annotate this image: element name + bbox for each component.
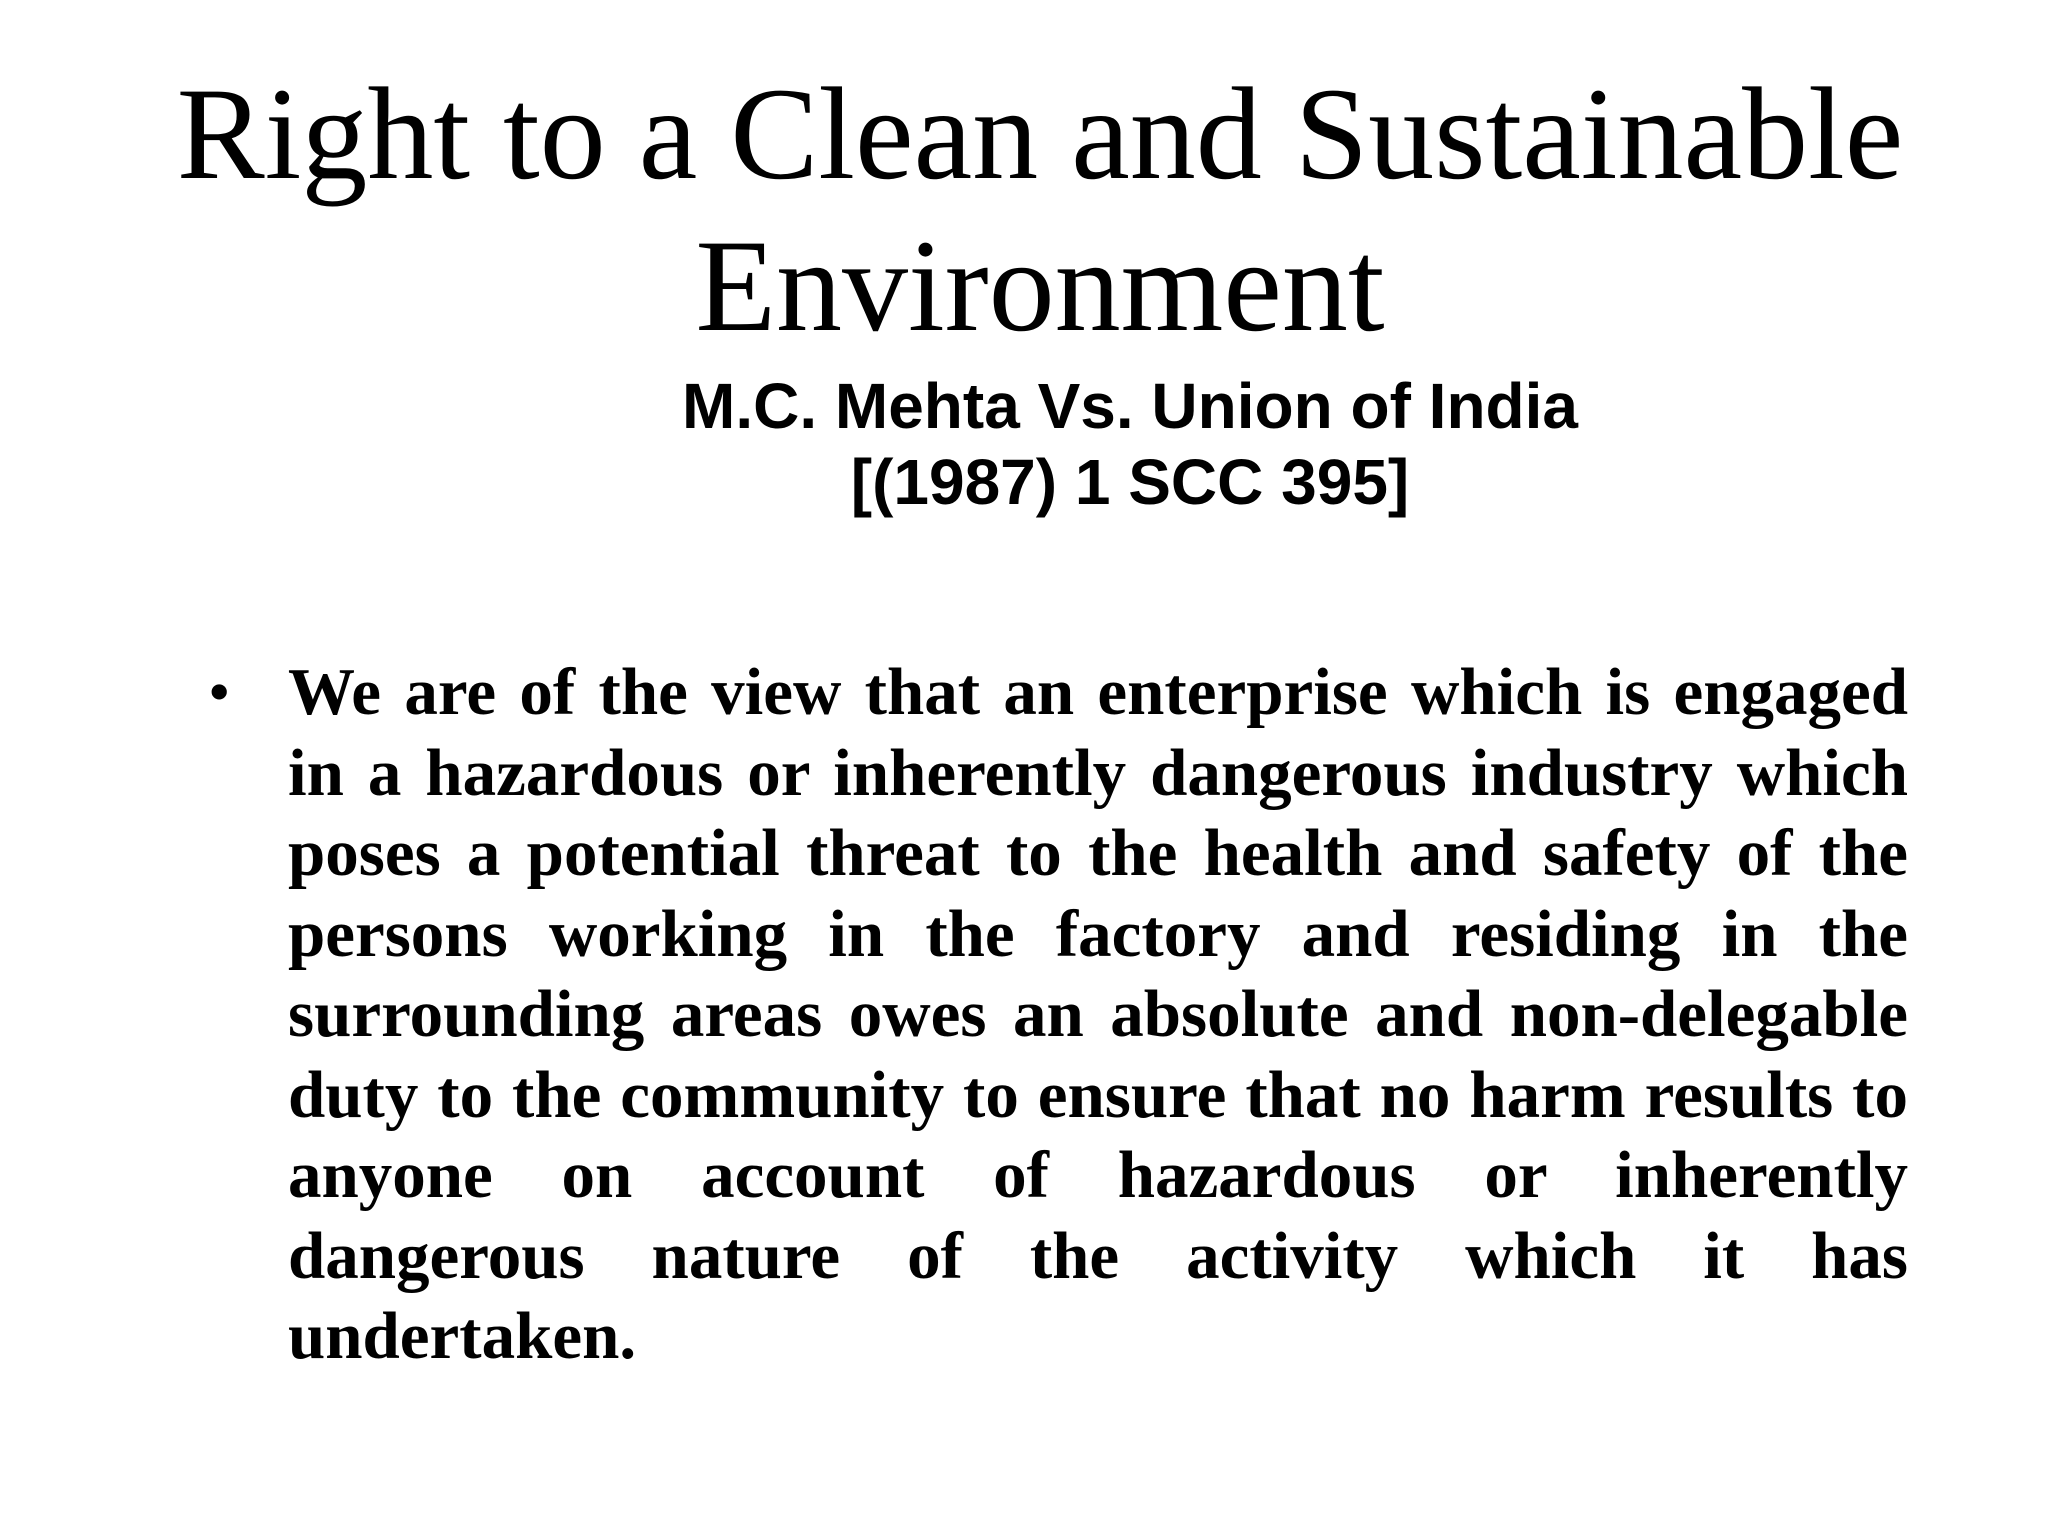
bullet-text: We are of the view that an enterprise which is engaged in a hazardous or inherently dangerous industry which poses a potential threat to the health and safety of the persons working in the factory and residing in the surrounding areas owes an absolute and non-delegable duty to the community to ensure that no harm results to anyone on account of hazardous or inherently dangerous nature of the activity which it has undertaken.	[288, 655, 1908, 1373]
case-citation: [(1987) 1 SCC 395]	[850, 446, 1410, 518]
bullet-item	[208, 652, 1908, 1377]
case-reference	[300, 368, 1960, 520]
bullet-list	[208, 652, 1908, 1377]
bullet-icon: •	[208, 656, 231, 727]
slide-title: Right to a Clean and Sustainable Environment	[176, 60, 1904, 359]
case-name: M.C. Mehta Vs. Union of India	[682, 370, 1578, 442]
